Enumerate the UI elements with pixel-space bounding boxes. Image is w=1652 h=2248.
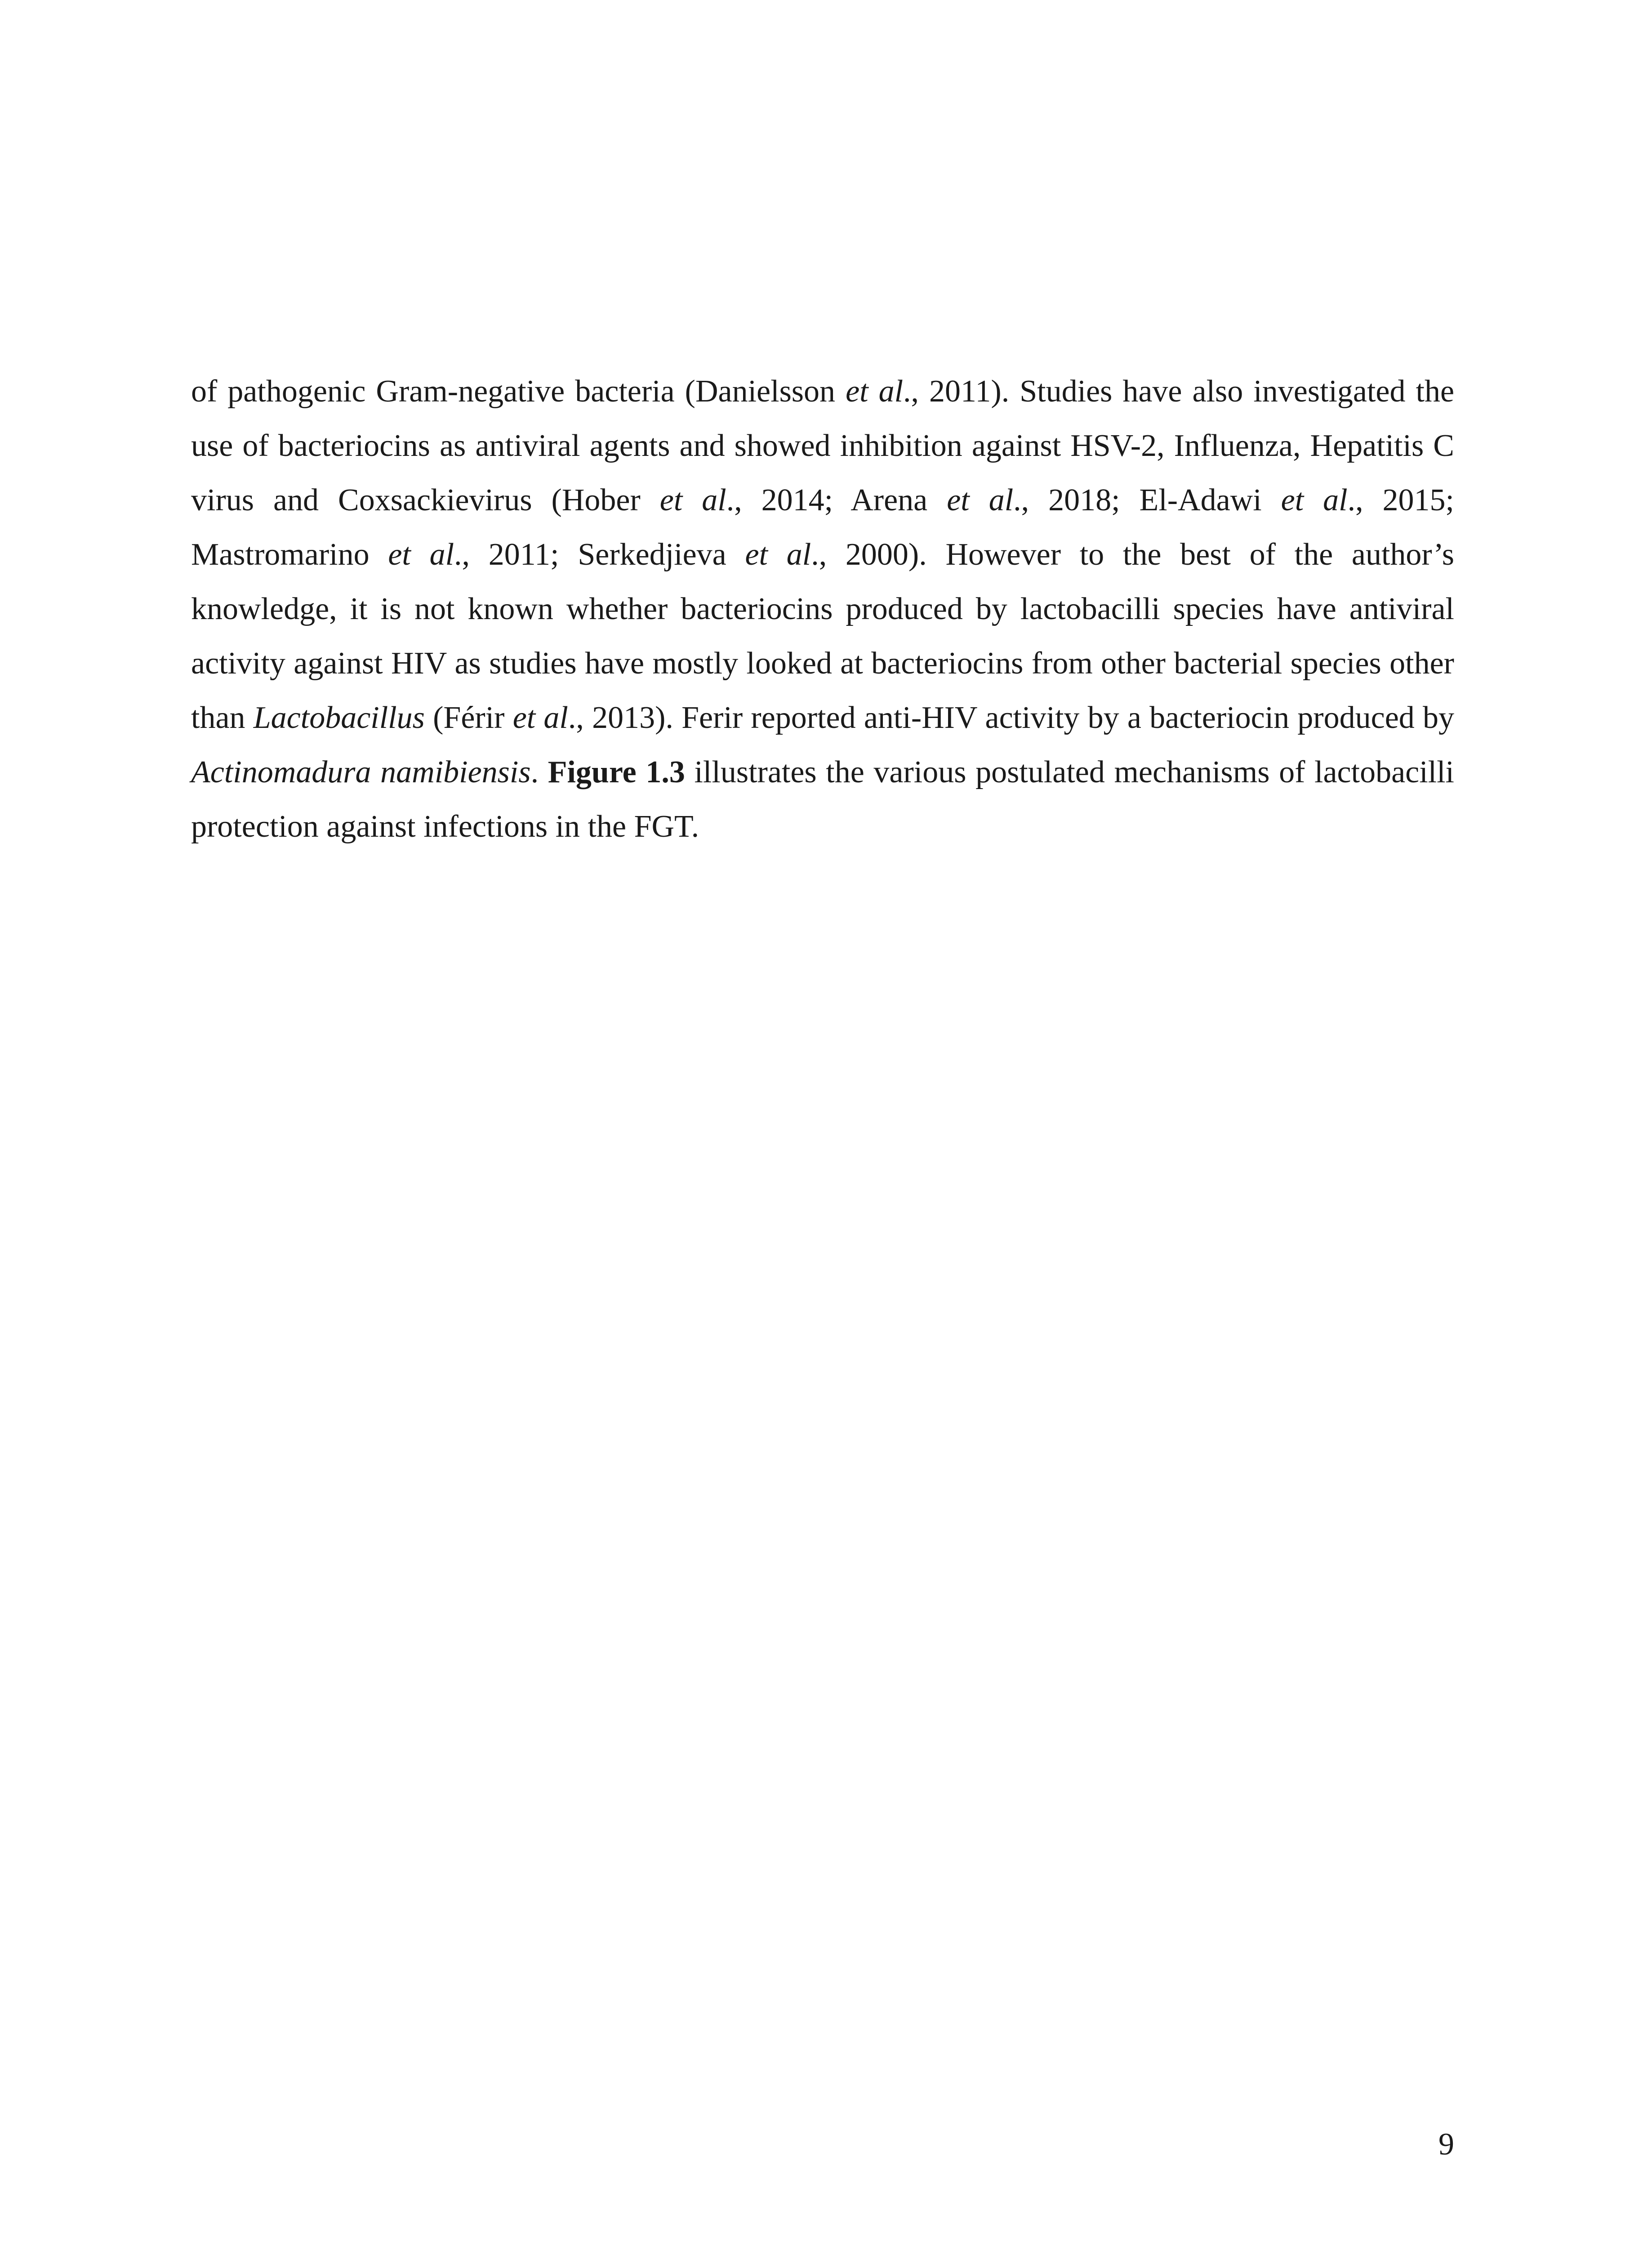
- text-run: ., 2014; Arena: [726, 483, 947, 517]
- text-run: ., 2013). Ferir reported anti-HIV activity by a bacteriocin produced by: [568, 700, 1454, 735]
- text-run: (Férir: [424, 700, 513, 735]
- text-run-italic: et al: [846, 374, 904, 409]
- text-run-italic: et al: [745, 537, 811, 572]
- text-run-italic: Actinomadura namibiensis: [191, 755, 531, 789]
- text-run: ., 2011). Studies have also investigated the use of bacteriocins as antiviral agents and showed inhibition against HSV-2, Influenza, Hepatitis C virus and Coxsackievirus (Hober: [191, 374, 1455, 517]
- text-run-italic: Lactobacillus: [253, 700, 425, 735]
- text-run-italic: et al: [512, 700, 568, 735]
- text-run-italic: et al: [659, 483, 726, 517]
- page-number: 9: [1438, 2127, 1454, 2162]
- text-run: ., 2000). However to the best of the author’s knowledge, it is not known whether bacteriocins produced by lactobacilli species have antiviral activity against HIV as studies have mostly looked at bacteriocins from other bacterial species other than: [191, 537, 1455, 735]
- text-run: ., 2018; El-Adawi: [1013, 483, 1281, 517]
- text-run: ., 2011; Serkedjieva: [454, 537, 745, 572]
- body-paragraph: [191, 364, 1454, 854]
- text-run-italic: et al: [1281, 483, 1348, 517]
- text-run: illustrates the various postulated mechanisms of lactobacilli protection against infections in the FGT.: [191, 755, 1455, 844]
- text-run: of pathogenic Gram-negative bacteria (Danielsson: [191, 374, 846, 409]
- figure-reference: Figure 1.3: [548, 755, 685, 789]
- text-run-italic: et al: [388, 537, 454, 572]
- text-run: ., 2015; Mastromarino: [191, 483, 1455, 572]
- text-run: .: [530, 755, 548, 789]
- text-run-italic: et al: [947, 483, 1014, 517]
